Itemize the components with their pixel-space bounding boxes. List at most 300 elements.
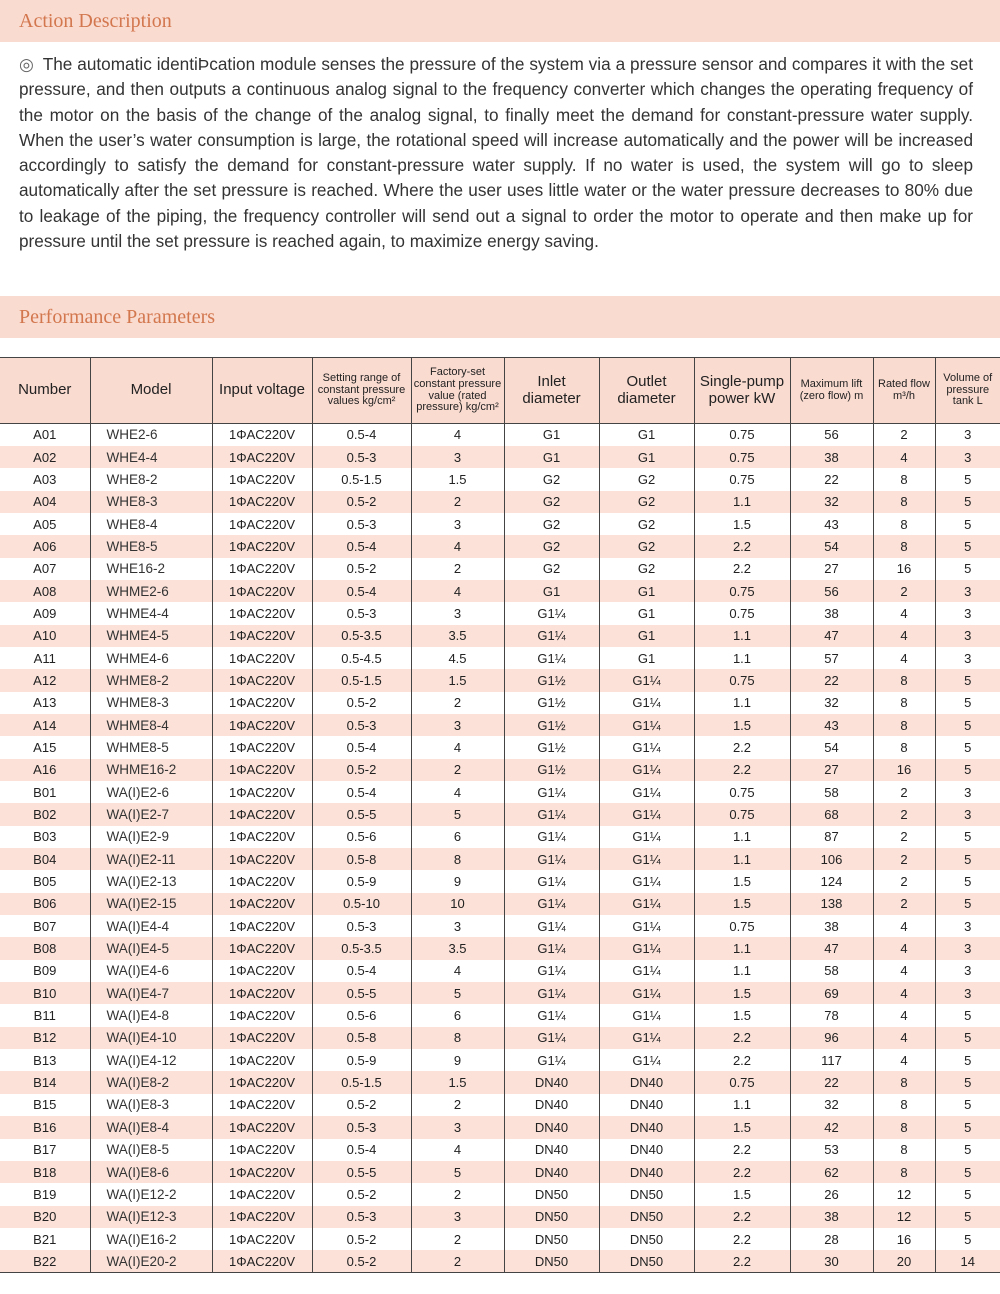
paragraph-body: The automatic identiÞcation module senses the pressure of the system via a pressure sensor and compares it with the set pressure, and then outputs a continuous analog signal to the frequency converter which changes the operating frequency of the motor on the basis of the change of the analog signal, to finally meet the demand for constant-pressure water supply. When the user’s water consumption is large, the rotational speed will increase automatically and the power will be increased accordingly to satisfy the demand for constant-pressure water supply. If no water is used, the system will go to sleep automatically after the set pressure is reached. Where the user uses little water or the water pressure decreases to 80% due to leakage of the piping, the frequency controller will send out a signal to order the motor to operate and then make up for pressure until the set pressure is reached again, to maximize energy saving.: [19, 54, 974, 252]
cell-inlet: G2: [504, 513, 599, 535]
cell-tank-volume: 5: [935, 513, 1000, 535]
cell-tank-volume: 5: [935, 826, 1000, 848]
cell-rated-flow: 12: [873, 1206, 935, 1228]
cell-outlet: G1¼: [599, 1004, 694, 1026]
cell-outlet: DN40: [599, 1139, 694, 1161]
table-row: [0, 848, 1000, 870]
cell-tank-volume: 5: [935, 1183, 1000, 1205]
cell-factory-pressure: 2: [411, 759, 504, 781]
cell-setting-range: 0.5-2: [312, 1094, 411, 1116]
cell-tank-volume: 3: [935, 803, 1000, 825]
cell-setting-range: 0.5-6: [312, 826, 411, 848]
cell-model: WHME4-6: [90, 647, 212, 669]
cell-rated-flow: 4: [873, 915, 935, 937]
cell-number: B17: [33, 1142, 57, 1158]
cell-factory-pressure: 1.5: [411, 468, 504, 490]
cell-tank-volume: 5: [935, 848, 1000, 870]
cell-rated-flow: 8: [873, 736, 935, 758]
cell-factory-pressure: 4: [411, 424, 504, 446]
cell-outlet: G2: [599, 513, 694, 535]
cell-outlet: G1: [599, 580, 694, 602]
cell-power: 2.2: [694, 759, 790, 781]
cell-outlet: G1¼: [599, 1049, 694, 1071]
cell-power: 1.1: [694, 937, 790, 959]
cell-factory-pressure: 4: [411, 580, 504, 602]
col-header: Maximum lift (zero flow) m: [790, 358, 873, 424]
cell-max-lift: 87: [790, 826, 873, 848]
cell-setting-range: 0.5-10: [312, 893, 411, 915]
cell-rated-flow: 2: [873, 870, 935, 892]
col-header: Number: [0, 358, 90, 424]
cell-power: 1.5: [694, 1004, 790, 1026]
cell-setting-range: 0.5-9: [312, 1049, 411, 1071]
performance-parameters-header: [0, 296, 1000, 338]
cell-number: B01: [33, 784, 57, 800]
cell-input-voltage: 1ΦAC220V: [212, 736, 312, 758]
cell-model: WA(I)E4-7: [90, 982, 212, 1004]
cell-number: A02: [0, 446, 90, 468]
cell-max-lift: 54: [790, 736, 873, 758]
cell-setting-range: 0.5-2: [312, 1228, 411, 1250]
cell-factory-pressure: 5: [411, 1161, 504, 1183]
cell-tank-volume: 5: [935, 692, 1000, 714]
cell-tank-volume: 5: [935, 1116, 1000, 1138]
cell-setting-range: 0.5-4: [312, 960, 411, 982]
cell-tank-volume: 5: [935, 759, 1000, 781]
table-row: [0, 826, 1000, 848]
cell-inlet: DN50: [504, 1228, 599, 1250]
cell-setting-range: 0.5-1.5: [312, 468, 411, 490]
cell-input-voltage: 1ΦAC220V: [212, 982, 312, 1004]
cell-number: A09: [33, 605, 57, 621]
cell-power: 1.5: [694, 513, 790, 535]
cell-setting-range: 0.5-2: [312, 692, 411, 714]
cell-input-voltage: 1ΦAC220V: [212, 759, 312, 781]
cell-outlet: DN50: [599, 1228, 694, 1250]
cell-setting-range: 0.5-3: [312, 602, 411, 624]
cell-tank-volume: 3: [935, 424, 1000, 446]
cell-factory-pressure: 5: [411, 982, 504, 1004]
cell-model: WA(I)E8-5: [90, 1139, 212, 1161]
cell-tank-volume: 5: [935, 1161, 1000, 1183]
cell-max-lift: 43: [790, 714, 873, 736]
cell-setting-range: 0.5-2: [312, 1183, 411, 1205]
action-description-header: [0, 0, 1000, 42]
cell-power: 0.75: [694, 580, 790, 602]
cell-inlet: G1¼: [504, 1049, 599, 1071]
cell-model: WA(I)E12-2: [90, 1183, 212, 1205]
cell-rated-flow: 2: [873, 580, 935, 602]
cell-setting-range: 0.5-2: [312, 1250, 411, 1272]
cell-input-voltage: 1ΦAC220V: [212, 1004, 312, 1026]
cell-number: B13: [33, 1052, 57, 1068]
cell-number: B04: [0, 848, 90, 870]
cell-number: B10: [0, 982, 90, 1004]
cell-max-lift: 30: [790, 1250, 873, 1272]
cell-number: A03: [33, 471, 57, 487]
cell-power: 0.75: [694, 669, 790, 691]
cell-number: B18: [0, 1161, 90, 1183]
cell-number: B12: [0, 1027, 90, 1049]
cell-tank-volume: 5: [935, 1004, 1000, 1026]
cell-number: A04: [0, 491, 90, 513]
cell-input-voltage: 1ΦAC220V: [212, 513, 312, 535]
cell-tank-volume: 5: [935, 870, 1000, 892]
table-row: [0, 602, 1000, 624]
cell-input-voltage: 1ΦAC220V: [212, 692, 312, 714]
cell-max-lift: 68: [790, 803, 873, 825]
cell-rated-flow: 2: [873, 826, 935, 848]
col-header: Volume of pressure tank L: [935, 358, 1000, 424]
cell-factory-pressure: 1.5: [411, 1071, 504, 1093]
cell-number: B02: [0, 803, 90, 825]
cell-rated-flow: 8: [873, 1071, 935, 1093]
cell-rated-flow: 8: [873, 468, 935, 490]
cell-outlet: G2: [599, 535, 694, 557]
cell-factory-pressure: 2: [411, 1228, 504, 1250]
cell-setting-range: 0.5-3: [312, 513, 411, 535]
cell-model: WHME4-4: [90, 602, 212, 624]
cell-factory-pressure: 8: [411, 1027, 504, 1049]
col-header: Inlet diameter: [504, 358, 599, 424]
table-row: [0, 1206, 1000, 1228]
cell-setting-range: 0.5-4: [312, 535, 411, 557]
cell-inlet: G1: [504, 446, 599, 468]
cell-inlet: G1¼: [504, 982, 599, 1004]
cell-setting-range: 0.5-1.5: [312, 669, 411, 691]
cell-inlet: G2: [504, 558, 599, 580]
cell-input-voltage: 1ΦAC220V: [212, 535, 312, 557]
cell-power: 2.2: [694, 1027, 790, 1049]
cell-inlet: G1¼: [504, 893, 599, 915]
cell-max-lift: 56: [790, 424, 873, 446]
cell-max-lift: 38: [790, 446, 873, 468]
cell-input-voltage: 1ΦAC220V: [212, 1250, 312, 1272]
cell-tank-volume: 5: [935, 468, 1000, 490]
cell-number: B14: [0, 1071, 90, 1093]
cell-input-voltage: 1ΦAC220V: [212, 893, 312, 915]
cell-model: WHME4-5: [90, 625, 212, 647]
cell-input-voltage: 1ΦAC220V: [212, 1161, 312, 1183]
cell-model: WHME16-2: [90, 759, 212, 781]
cell-number: A01: [33, 427, 57, 443]
cell-power: 1.5: [694, 893, 790, 915]
table-row: [0, 1139, 1000, 1161]
table-row: [0, 491, 1000, 513]
cell-max-lift: 96: [790, 1027, 873, 1049]
cell-tank-volume: 3: [935, 960, 1000, 982]
cell-max-lift: 62: [790, 1161, 873, 1183]
cell-outlet: G1¼: [599, 714, 694, 736]
cell-power: 1.1: [694, 826, 790, 848]
cell-max-lift: 78: [790, 1004, 873, 1026]
cell-inlet: G1¼: [504, 1004, 599, 1026]
cell-inlet: DN40: [504, 1071, 599, 1093]
cell-power: 1.1: [694, 647, 790, 669]
table-row: [0, 870, 1000, 892]
cell-tank-volume: 5: [935, 1071, 1000, 1093]
cell-model: WA(I)E4-10: [90, 1027, 212, 1049]
cell-power: 1.5: [694, 982, 790, 1004]
cell-tank-volume: 5: [935, 1139, 1000, 1161]
cell-model: WA(I)E8-2: [90, 1071, 212, 1093]
cell-number: B19: [33, 1186, 57, 1202]
cell-max-lift: 47: [790, 937, 873, 959]
cell-rated-flow: 8: [873, 535, 935, 557]
table-row: [0, 669, 1000, 691]
table-row: [0, 1094, 1000, 1116]
cell-factory-pressure: 4: [411, 1139, 504, 1161]
cell-inlet: G1½: [504, 736, 599, 758]
cell-power: 2.2: [694, 736, 790, 758]
table-row: [0, 1183, 1000, 1205]
cell-model: WA(I)E4-4: [90, 915, 212, 937]
col-header: Input voltage: [212, 358, 312, 424]
cell-tank-volume: 5: [935, 893, 1000, 915]
cell-inlet: DN40: [504, 1161, 599, 1183]
col-header: Setting range of constant pressure values kg/cm²: [312, 358, 411, 424]
cell-inlet: G1½: [504, 669, 599, 691]
cell-setting-range: 0.5-8: [312, 1027, 411, 1049]
cell-power: 2.2: [694, 558, 790, 580]
cell-inlet: DN50: [504, 1183, 599, 1205]
section-title: Performance Parameters: [19, 305, 216, 328]
table-row: [0, 468, 1000, 490]
cell-outlet: G1: [599, 602, 694, 624]
cell-model: WA(I)E2-13: [90, 870, 212, 892]
table-row: [0, 625, 1000, 647]
cell-factory-pressure: 3: [411, 446, 504, 468]
cell-number: A06: [0, 535, 90, 557]
cell-input-voltage: 1ΦAC220V: [212, 468, 312, 490]
table-row: [0, 1049, 1000, 1071]
cell-model: WA(I)E2-6: [90, 781, 212, 803]
cell-power: 0.75: [694, 803, 790, 825]
cell-outlet: DN50: [599, 1183, 694, 1205]
cell-power: 2.2: [694, 1049, 790, 1071]
cell-tank-volume: 5: [935, 1206, 1000, 1228]
cell-setting-range: 0.5-4: [312, 580, 411, 602]
cell-inlet: G1¼: [504, 848, 599, 870]
cell-model: WHE8-5: [90, 535, 212, 557]
cell-max-lift: 138: [790, 893, 873, 915]
cell-power: 1.5: [694, 870, 790, 892]
cell-rated-flow: 2: [873, 893, 935, 915]
cell-factory-pressure: 10: [411, 893, 504, 915]
table-row: [0, 893, 1000, 915]
cell-max-lift: 54: [790, 535, 873, 557]
cell-input-voltage: 1ΦAC220V: [212, 1183, 312, 1205]
cell-input-voltage: 1ΦAC220V: [212, 1027, 312, 1049]
cell-input-voltage: 1ΦAC220V: [212, 1049, 312, 1071]
cell-input-voltage: 1ΦAC220V: [212, 1116, 312, 1138]
cell-rated-flow: 8: [873, 714, 935, 736]
section-title: Action Description: [19, 9, 172, 32]
cell-outlet: G1: [599, 424, 694, 446]
cell-input-voltage: 1ΦAC220V: [212, 937, 312, 959]
table-row: [0, 1228, 1000, 1250]
cell-model: WHME8-4: [90, 714, 212, 736]
cell-outlet: G1¼: [599, 915, 694, 937]
cell-max-lift: 58: [790, 781, 873, 803]
cell-rated-flow: 4: [873, 937, 935, 959]
cell-number: B06: [0, 893, 90, 915]
cell-inlet: G1¼: [504, 647, 599, 669]
cell-outlet: DN50: [599, 1250, 694, 1272]
cell-factory-pressure: 6: [411, 1004, 504, 1026]
cell-model: WHE8-2: [90, 468, 212, 490]
cell-outlet: G1¼: [599, 669, 694, 691]
cell-setting-range: 0.5-4: [312, 736, 411, 758]
cell-rated-flow: 8: [873, 1161, 935, 1183]
cell-tank-volume: 5: [935, 1228, 1000, 1250]
cell-input-voltage: 1ΦAC220V: [212, 870, 312, 892]
cell-number: A15: [33, 739, 57, 755]
table-row: [0, 558, 1000, 580]
cell-outlet: G1¼: [599, 870, 694, 892]
cell-max-lift: 56: [790, 580, 873, 602]
cell-factory-pressure: 8: [411, 848, 504, 870]
cell-setting-range: 0.5-3: [312, 446, 411, 468]
table-row: [0, 1161, 1000, 1183]
cell-outlet: G1¼: [599, 826, 694, 848]
cell-number: B22: [0, 1250, 90, 1272]
cell-tank-volume: 3: [935, 915, 1000, 937]
cell-power: 2.2: [694, 1228, 790, 1250]
cell-tank-volume: 3: [935, 647, 1000, 669]
cell-outlet: G1¼: [599, 736, 694, 758]
cell-power: 0.75: [694, 1071, 790, 1093]
table-row: [0, 1071, 1000, 1093]
performance-table: [0, 357, 1000, 1273]
cell-setting-range: 0.5-4: [312, 781, 411, 803]
cell-factory-pressure: 9: [411, 1049, 504, 1071]
cell-inlet: G1: [504, 580, 599, 602]
cell-tank-volume: 5: [935, 535, 1000, 557]
cell-model: WA(I)E4-8: [90, 1004, 212, 1026]
cell-max-lift: 32: [790, 491, 873, 513]
cell-factory-pressure: 9: [411, 870, 504, 892]
table-row: [0, 647, 1000, 669]
cell-max-lift: 38: [790, 602, 873, 624]
cell-model: WA(I)E8-4: [90, 1116, 212, 1138]
cell-power: 2.2: [694, 1250, 790, 1272]
cell-tank-volume: 5: [935, 491, 1000, 513]
cell-outlet: G1¼: [599, 848, 694, 870]
cell-number: B05: [33, 874, 57, 890]
cell-rated-flow: 2: [873, 803, 935, 825]
cell-inlet: G1¼: [504, 937, 599, 959]
cell-rated-flow: 4: [873, 647, 935, 669]
cell-model: WA(I)E2-7: [90, 803, 212, 825]
cell-inlet: G1½: [504, 692, 599, 714]
cell-rated-flow: 4: [873, 1004, 935, 1026]
cell-max-lift: 27: [790, 759, 873, 781]
cell-rated-flow: 8: [873, 692, 935, 714]
cell-input-voltage: 1ΦAC220V: [212, 826, 312, 848]
cell-max-lift: 22: [790, 669, 873, 691]
cell-input-voltage: 1ΦAC220V: [212, 1139, 312, 1161]
cell-setting-range: 0.5-3.5: [312, 625, 411, 647]
cell-model: WHME2-6: [90, 580, 212, 602]
cell-outlet: G1¼: [599, 692, 694, 714]
cell-outlet: G1¼: [599, 781, 694, 803]
cell-rated-flow: 4: [873, 602, 935, 624]
cell-inlet: G1¼: [504, 781, 599, 803]
cell-setting-range: 0.5-9: [312, 870, 411, 892]
cell-power: 0.75: [694, 602, 790, 624]
cell-rated-flow: 2: [873, 848, 935, 870]
cell-power: 0.75: [694, 915, 790, 937]
cell-number: A07: [33, 561, 57, 577]
cell-setting-range: 0.5-8: [312, 848, 411, 870]
cell-power: 0.75: [694, 781, 790, 803]
cell-input-voltage: 1ΦAC220V: [212, 848, 312, 870]
cell-number: A13: [33, 695, 57, 711]
cell-outlet: G1¼: [599, 803, 694, 825]
cell-outlet: G1¼: [599, 937, 694, 959]
cell-inlet: G1: [504, 424, 599, 446]
cell-outlet: G2: [599, 558, 694, 580]
cell-factory-pressure: 4: [411, 781, 504, 803]
cell-setting-range: 0.5-4: [312, 424, 411, 446]
cell-input-voltage: 1ΦAC220V: [212, 1206, 312, 1228]
cell-setting-range: 0.5-5: [312, 1161, 411, 1183]
cell-max-lift: 28: [790, 1228, 873, 1250]
cell-power: 0.75: [694, 468, 790, 490]
cell-max-lift: 32: [790, 692, 873, 714]
cell-input-voltage: 1ΦAC220V: [212, 580, 312, 602]
cell-tank-volume: 5: [935, 669, 1000, 691]
cell-input-voltage: 1ΦAC220V: [212, 1071, 312, 1093]
cell-setting-range: 0.5-2: [312, 491, 411, 513]
cell-model: WA(I)E12-3: [90, 1206, 212, 1228]
cell-setting-range: 0.5-3: [312, 1116, 411, 1138]
table-row: [0, 736, 1000, 758]
bullet-icon: ◎: [19, 54, 35, 74]
cell-number: A16: [0, 759, 90, 781]
cell-setting-range: 0.5-2: [312, 759, 411, 781]
cell-max-lift: 38: [790, 1206, 873, 1228]
cell-max-lift: 69: [790, 982, 873, 1004]
cell-tank-volume: 5: [935, 1049, 1000, 1071]
cell-max-lift: 22: [790, 468, 873, 490]
cell-power: 2.2: [694, 1206, 790, 1228]
cell-tank-volume: 3: [935, 625, 1000, 647]
cell-power: 1.1: [694, 491, 790, 513]
cell-factory-pressure: 2: [411, 558, 504, 580]
cell-rated-flow: 16: [873, 1228, 935, 1250]
cell-input-voltage: 1ΦAC220V: [212, 1094, 312, 1116]
cell-input-voltage: 1ΦAC220V: [212, 960, 312, 982]
cell-rated-flow: 16: [873, 759, 935, 781]
cell-rated-flow: 8: [873, 669, 935, 691]
cell-input-voltage: 1ΦAC220V: [212, 424, 312, 446]
cell-number: B21: [33, 1231, 57, 1247]
cell-inlet: G1¼: [504, 870, 599, 892]
cell-input-voltage: 1ΦAC220V: [212, 602, 312, 624]
cell-number: B03: [33, 829, 57, 845]
cell-tank-volume: 3: [935, 781, 1000, 803]
cell-model: WA(I)E4-12: [90, 1049, 212, 1071]
cell-power: 2.2: [694, 535, 790, 557]
cell-factory-pressure: 6: [411, 826, 504, 848]
cell-max-lift: 42: [790, 1116, 873, 1138]
cell-model: WA(I)E16-2: [90, 1228, 212, 1250]
cell-max-lift: 57: [790, 647, 873, 669]
cell-factory-pressure: 3: [411, 714, 504, 736]
cell-outlet: DN40: [599, 1071, 694, 1093]
